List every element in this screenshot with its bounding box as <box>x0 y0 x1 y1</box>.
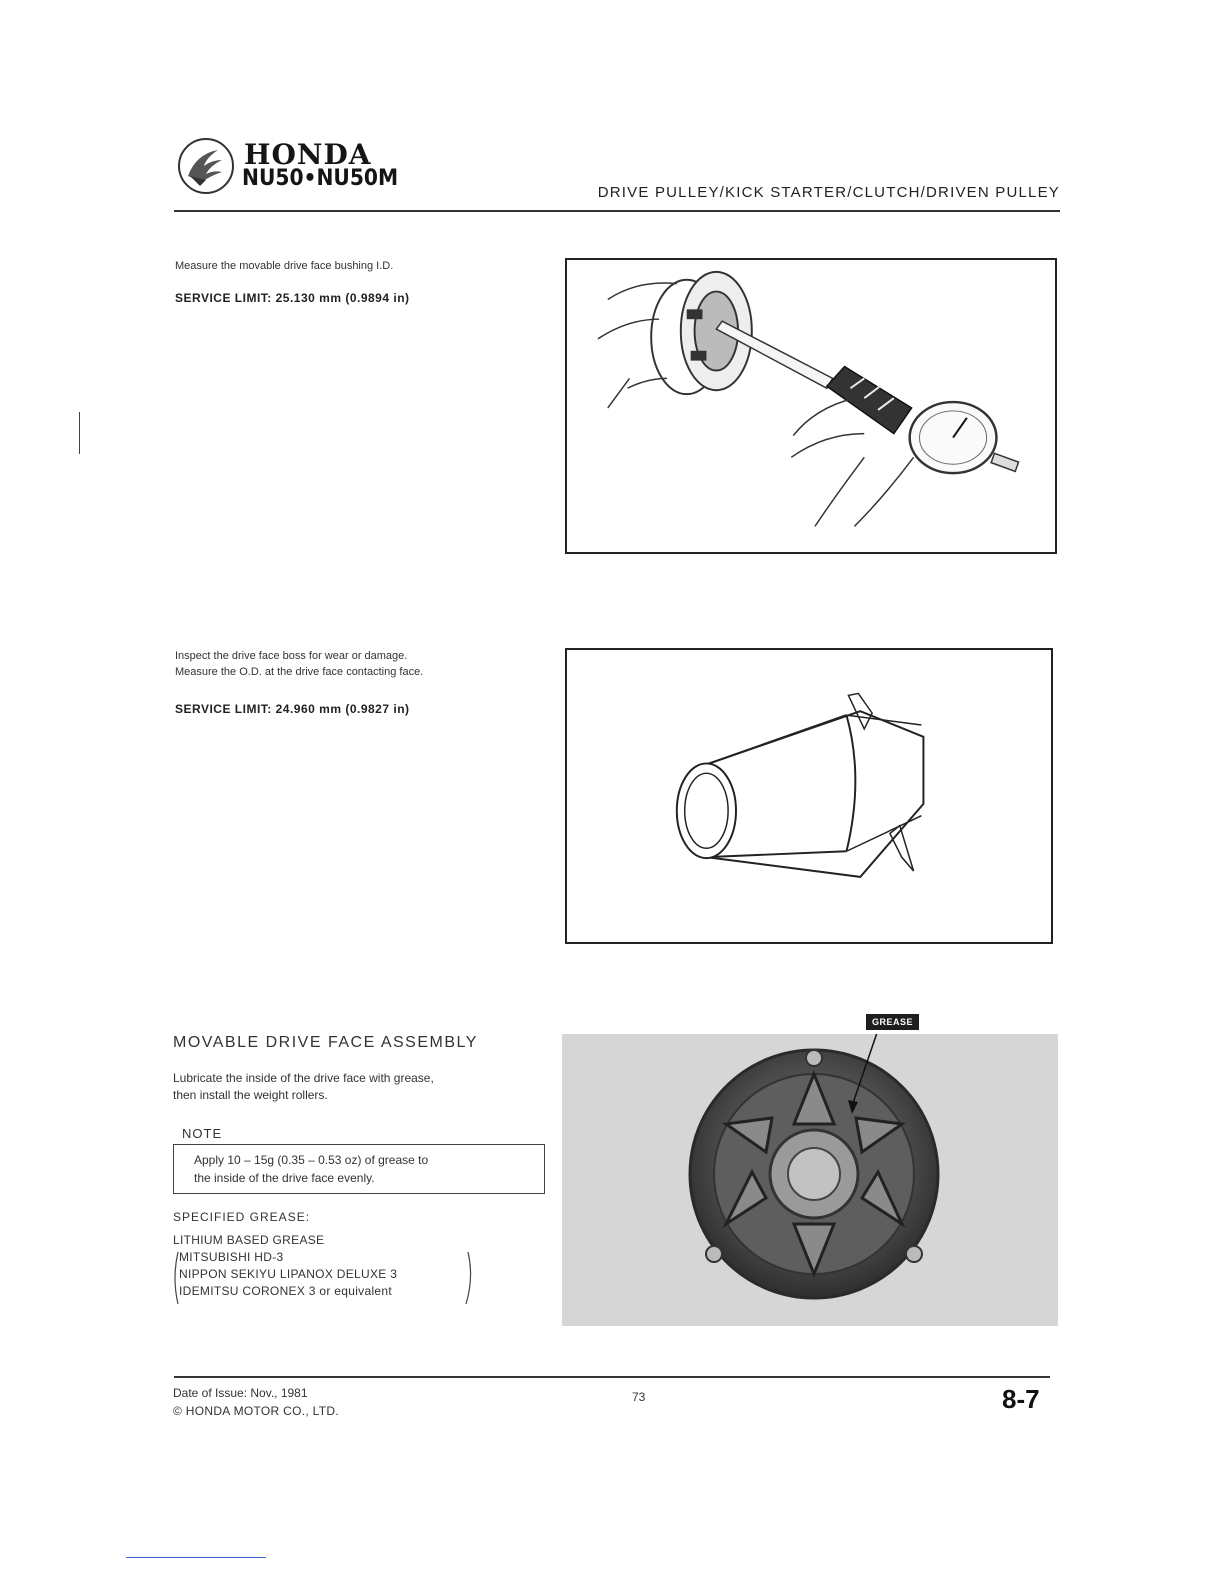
model-names: NU50•NU50M <box>242 166 399 191</box>
section-title: DRIVE PULLEY/KICK STARTER/CLUTCH/DRIVEN PULLEY <box>597 184 1060 201</box>
honda-wing-logo <box>176 136 236 196</box>
boss-inspect-text: Inspect the drive face boss for wear or damage. <box>175 650 408 662</box>
stray-line <box>126 1557 266 1558</box>
brand-name: HONDA <box>244 138 372 171</box>
note-box <box>173 1144 545 1194</box>
boss-measure-text: Measure the O.D. at the drive face contacting face. <box>175 666 424 678</box>
grease-item: NIPPON SEKIYU LIPANOX DELUXE 3 <box>179 1267 398 1281</box>
specified-grease-label: SPECIFIED GREASE: <box>173 1210 311 1224</box>
boss-service-limit: SERVICE LIMIT: 24.960 mm (0.9827 in) <box>175 702 410 716</box>
bushing-instruction: Measure the movable drive face bushing I.D. <box>175 260 394 272</box>
footer-rule <box>174 1376 1050 1378</box>
section-page-number: 8-7 <box>1002 1384 1040 1414</box>
grease-label-tag: GREASE <box>866 1014 919 1030</box>
assembly-heading: MOVABLE DRIVE FACE ASSEMBLY <box>173 1034 478 1051</box>
date-of-issue: Date of Issue: Nov., 1981 <box>173 1386 308 1400</box>
note-line: the inside of the drive face evenly. <box>194 1171 375 1185</box>
grease-bracket <box>170 1250 480 1306</box>
boss-od-figure <box>565 648 1053 944</box>
grease-item: IDEMITSU CORONEX 3 or equivalent <box>179 1284 392 1298</box>
lubricate-text: Lubricate the inside of the drive face with grease, <box>173 1071 434 1085</box>
page-number: 73 <box>632 1390 646 1404</box>
grease-type: LITHIUM BASED GREASE <box>173 1233 325 1247</box>
bushing-service-limit: SERVICE LIMIT: 25.130 mm (0.9894 in) <box>175 291 410 305</box>
install-rollers-text: then install the weight rollers. <box>173 1088 328 1102</box>
margin-mark <box>79 412 80 454</box>
grease-item: MITSUBISHI HD-3 <box>179 1250 284 1264</box>
note-label: NOTE <box>182 1126 223 1141</box>
bore-gauge-figure <box>565 258 1057 554</box>
drive-face-photo <box>562 1034 1058 1326</box>
note-line: Apply 10 – 15g (0.35 – 0.53 oz) of grease to <box>194 1153 429 1167</box>
header-rule <box>174 210 1060 212</box>
copyright: © HONDA MOTOR CO., LTD. <box>173 1404 339 1418</box>
